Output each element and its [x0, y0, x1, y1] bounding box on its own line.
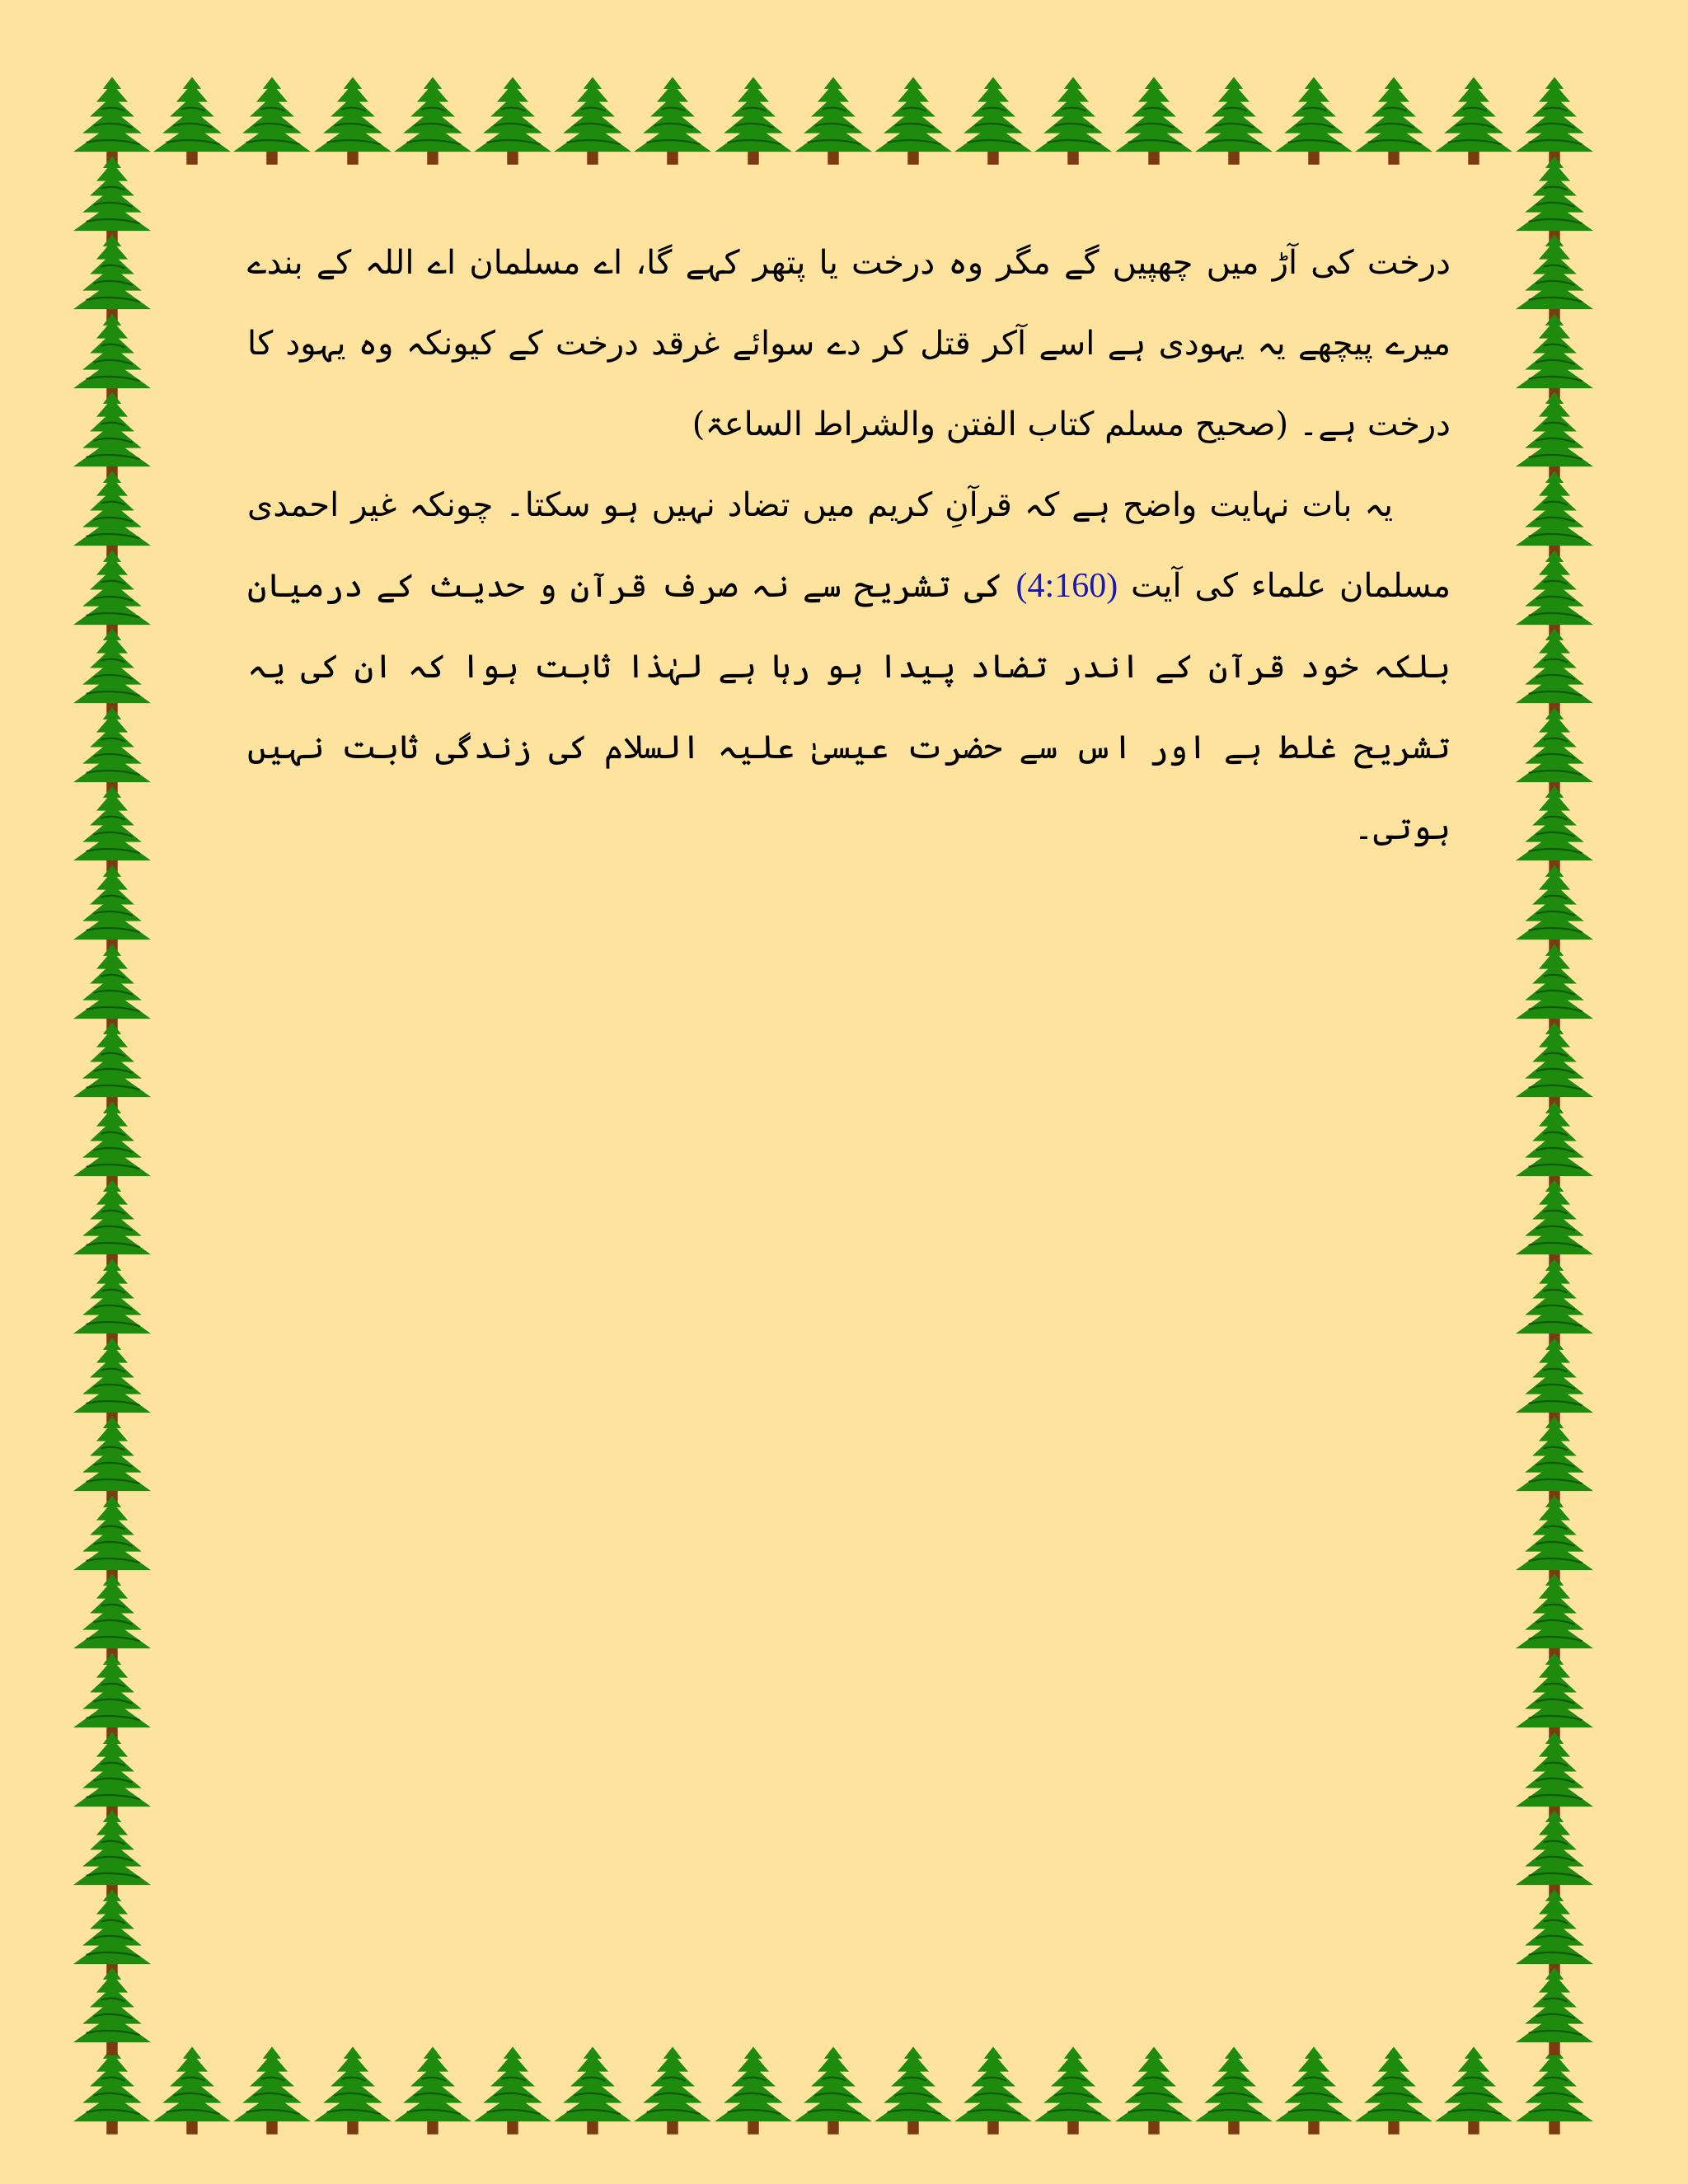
christmas-tree-icon	[707, 74, 799, 166]
christmas-tree-icon	[387, 2044, 479, 2136]
christmas-tree-icon	[1428, 74, 1520, 166]
christmas-tree-icon	[1428, 2044, 1520, 2136]
christmas-tree-icon	[1108, 74, 1200, 166]
christmas-tree-icon	[1348, 2044, 1440, 2136]
christmas-tree-icon	[387, 74, 479, 166]
christmas-tree-icon	[1188, 2044, 1280, 2136]
christmas-tree-icon	[947, 2044, 1039, 2136]
christmas-tree-icon	[1027, 2044, 1119, 2136]
christmas-tree-icon	[1027, 74, 1119, 166]
christmas-tree-icon	[307, 74, 399, 166]
christmas-tree-icon	[467, 74, 559, 166]
christmas-tree-icon	[787, 2044, 879, 2136]
christmas-tree-icon	[226, 74, 318, 166]
christmas-tree-icon	[867, 2044, 959, 2136]
christmas-tree-icon	[947, 74, 1039, 166]
christmas-tree-icon	[626, 74, 719, 166]
christmas-tree-icon	[1508, 2044, 1601, 2136]
christmas-tree-icon	[307, 2044, 399, 2136]
christmas-tree-icon	[1268, 2044, 1360, 2136]
paragraph-2-text-start: یہ بات نہایت واضح ہے کہ قرآنِ کریم میں تضاد نہیں ہو سکتا۔ چونکہ غیر احمدی مسلمان علماء کی آیت	[247, 486, 1451, 605]
christmas-tree-icon	[626, 2044, 719, 2136]
verse-reference[interactable]: (4:160)	[1015, 567, 1118, 605]
christmas-tree-icon	[146, 2044, 238, 2136]
christmas-tree-icon	[546, 74, 639, 166]
christmas-tree-icon	[66, 1965, 158, 2057]
christmas-tree-icon	[467, 2044, 559, 2136]
christmas-tree-icon	[787, 74, 879, 166]
christmas-tree-icon	[66, 2044, 158, 2136]
christmas-tree-icon	[546, 2044, 639, 2136]
christmas-tree-icon	[1268, 74, 1360, 166]
christmas-tree-icon	[1188, 74, 1280, 166]
paragraph-2	[247, 465, 1451, 869]
christmas-tree-icon	[707, 2044, 799, 2136]
christmas-tree-icon	[146, 74, 238, 166]
christmas-tree-icon	[867, 74, 959, 166]
paragraph-2-text-end: کی تشریح سے نہ صرف قرآن و حدیث کے درمیان بلکہ خود قرآن کے اندر تضاد پیدا ہو رہا ہے لہٰذا ثابت ہوا کہ ان کی یہ تشریح غلط ہے اور اس سے حضرت عیسیٰ علیہ السلام کی زندگی ثابت نہیں ہوتی۔	[247, 567, 1451, 847]
christmas-tree-icon	[1348, 74, 1440, 166]
text-content	[247, 223, 1451, 869]
paragraph-1: درخت کی آڑ میں چھپیں گے مگر وہ درخت یا پتھر کہے گا، اے مسلمان اے اللہ کے بندے میرے پیچھے یہ یہودی ہے اسے آکر قتل کر دے سوائے غرقد درخت کے کیونکہ وہ یہود کا درخت ہے۔ (صحیح مسلم کتاب الفتن والشراط الساعۃ)	[247, 244, 1451, 443]
christmas-tree-icon	[1108, 2044, 1200, 2136]
christmas-tree-icon	[226, 2044, 318, 2136]
christmas-tree-icon	[1508, 1965, 1601, 2057]
